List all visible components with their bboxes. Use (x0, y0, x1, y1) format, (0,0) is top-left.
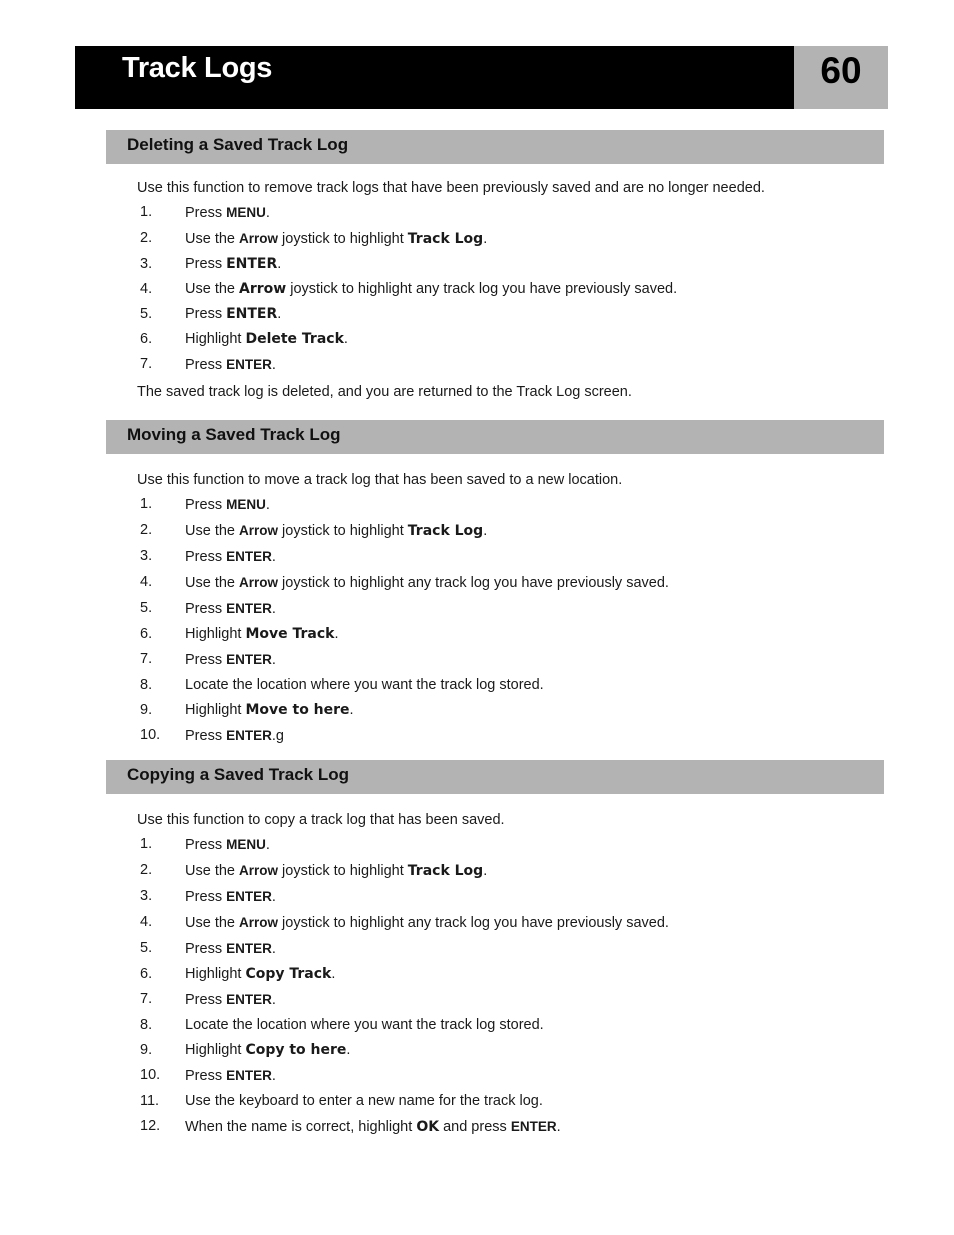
step-item (106, 544, 884, 570)
step-item (106, 1013, 884, 1038)
step-text-part: Press (185, 601, 227, 617)
step-number: 8. (140, 677, 153, 693)
key-label: Arrow (239, 523, 279, 538)
step-number: 1. (140, 496, 153, 512)
step-text-part: . (334, 626, 339, 642)
step-text (185, 544, 276, 570)
step-item (106, 987, 884, 1013)
step-item (106, 622, 884, 647)
step-text-part: . (271, 549, 276, 565)
step-text-part: joystick to highlight (278, 231, 408, 247)
step-item (106, 936, 884, 962)
menu-item-label: Copy Track (245, 966, 332, 982)
step-item (106, 252, 884, 277)
step-text-part: Press (185, 357, 227, 373)
step-item (106, 492, 884, 518)
step-number: 5. (140, 306, 153, 322)
step-text-part: Use the (185, 281, 239, 297)
step-text-part: . (271, 357, 276, 373)
section-deleting (106, 130, 884, 404)
step-number: 4. (140, 574, 153, 590)
step-text-part: Press (185, 256, 227, 272)
step-text (185, 962, 335, 987)
step-text-part: Use the keyboard to enter a new name for the track log. (185, 1093, 543, 1109)
step-number: 11. (140, 1093, 160, 1109)
page-title: Track Logs (75, 46, 794, 109)
step-item (106, 327, 884, 352)
step-item (106, 910, 884, 936)
step-text-part: . (271, 941, 276, 957)
step-text (185, 884, 276, 910)
steps-list (106, 492, 884, 749)
steps-list (106, 200, 884, 378)
menu-item-label: Arrow (239, 281, 287, 297)
step-text (185, 647, 276, 673)
step-text-part: Highlight (185, 702, 246, 718)
step-item (106, 596, 884, 622)
step-item (106, 277, 884, 302)
key-label: ENTER (226, 889, 272, 904)
menu-item-label: Track Log (407, 523, 484, 539)
step-item (106, 1038, 884, 1063)
step-text-part: Locate the location where you want the track log stored. (185, 677, 544, 693)
step-text (185, 352, 276, 378)
step-number: 1. (140, 204, 153, 220)
step-text (185, 1114, 561, 1140)
step-number: 3. (140, 888, 153, 904)
step-number: 6. (140, 626, 153, 642)
step-text-part: . (346, 1042, 351, 1058)
step-text-part: . (483, 863, 488, 879)
step-text-part: joystick to highlight (278, 863, 408, 879)
key-label: ENTER (226, 357, 272, 372)
step-item (106, 723, 884, 749)
step-text (185, 1089, 543, 1114)
step-item (106, 226, 884, 252)
step-text (185, 200, 270, 226)
step-text-part: . (265, 497, 270, 513)
step-number: 3. (140, 548, 153, 564)
step-text (185, 492, 270, 518)
step-number: 5. (140, 940, 153, 956)
section-heading: Deleting a Saved Track Log (106, 130, 884, 164)
step-text (185, 1063, 276, 1089)
key-label: ENTER (226, 652, 272, 667)
menu-item-label: Delete Track (245, 331, 344, 347)
step-text-part: Locate the location where you want the track log stored. (185, 1017, 544, 1033)
step-text-part: Use the (185, 863, 239, 879)
key-label: ENTER (510, 1119, 557, 1134)
step-text (185, 622, 339, 647)
step-text (185, 723, 284, 749)
menu-item-label: Copy to here (245, 1042, 347, 1058)
step-text (185, 252, 281, 277)
step-item (106, 1063, 884, 1089)
step-text-part: Press (185, 549, 227, 565)
step-text-part: Press (185, 941, 227, 957)
step-text-part: Highlight (185, 331, 246, 347)
step-text (185, 910, 669, 936)
step-item (106, 884, 884, 910)
step-item (106, 647, 884, 673)
step-item (106, 518, 884, 544)
step-number: 2. (140, 522, 153, 538)
step-text-part: . (277, 256, 282, 272)
step-number: 3. (140, 256, 153, 272)
step-item (106, 832, 884, 858)
step-text-part: and press (439, 1119, 511, 1135)
menu-item-label: Move Track (245, 626, 335, 642)
step-item (106, 698, 884, 723)
step-text-part: . (483, 523, 488, 539)
key-label: Arrow (239, 231, 279, 246)
step-text-part: Press (185, 652, 227, 668)
section-heading: Copying a Saved Track Log (106, 760, 884, 794)
step-text (185, 596, 276, 622)
step-text-part: joystick to highlight any track log you have previously saved. (278, 575, 669, 591)
step-text-part: Use the (185, 915, 239, 931)
section-intro: Use this function to remove track logs that have been previously saved and are no longer needed. (137, 180, 765, 196)
section-heading: Moving a Saved Track Log (106, 420, 884, 454)
step-number: 8. (140, 1017, 153, 1033)
step-number: 2. (140, 230, 153, 246)
step-text (185, 858, 487, 884)
menu-item-label: Track Log (407, 231, 484, 247)
step-text-part: Highlight (185, 966, 246, 982)
steps-list (106, 832, 884, 1140)
step-text (185, 302, 281, 327)
step-text-part: joystick to highlight (278, 523, 408, 539)
step-number: 9. (140, 702, 153, 718)
step-text (185, 518, 487, 544)
step-item (106, 962, 884, 987)
step-text-part: Use the (185, 523, 239, 539)
step-number: 2. (140, 862, 153, 878)
step-text-part: . (277, 306, 282, 322)
step-item (106, 1089, 884, 1114)
step-item (106, 200, 884, 226)
step-text (185, 327, 348, 352)
step-text-part: Highlight (185, 1042, 246, 1058)
step-text-part: .g (271, 728, 284, 744)
key-label: ENTER (226, 1068, 272, 1083)
step-text-part: . (271, 889, 276, 905)
step-number: 5. (140, 600, 153, 616)
step-number: 7. (140, 991, 153, 1007)
section-moving (106, 420, 884, 749)
key-label: ENTER (226, 728, 272, 743)
step-item (106, 352, 884, 378)
key-label: MENU (226, 205, 266, 220)
step-text-part: Press (185, 728, 227, 744)
menu-item-label: Move to here (245, 702, 350, 718)
menu-item-label: Track Log (407, 863, 484, 879)
step-text-part: . (556, 1119, 561, 1135)
section-outro: The saved track log is deleted, and you are returned to the Track Log screen. (137, 384, 632, 400)
menu-item-label: OK (416, 1119, 440, 1135)
step-text (185, 1038, 350, 1063)
step-text-part: . (331, 966, 336, 982)
step-text-part: joystick to highlight any track log you have previously saved. (278, 915, 669, 931)
step-text-part: . (343, 331, 348, 347)
step-text (185, 698, 354, 723)
step-text (185, 277, 677, 302)
step-item (106, 673, 884, 698)
section-intro: Use this function to move a track log that has been saved to a new location. (137, 472, 623, 488)
step-number: 10. (140, 1067, 161, 1083)
step-text-part: . (265, 205, 270, 221)
step-number: 7. (140, 651, 153, 667)
step-text (185, 673, 544, 698)
step-text-part: joystick to highlight any track log you have previously saved. (286, 281, 678, 297)
key-label: MENU (226, 837, 266, 852)
step-number: 1. (140, 836, 153, 852)
step-item (106, 1114, 884, 1140)
key-label: ENTER (226, 992, 272, 1007)
key-label: ENTER (226, 549, 272, 564)
step-text-part: When the name is correct, highlight (185, 1119, 417, 1135)
step-text-part: Press (185, 837, 227, 853)
step-number: 4. (140, 914, 153, 930)
section-copying (106, 760, 884, 1140)
step-text-part: Press (185, 889, 227, 905)
step-item (106, 858, 884, 884)
step-number: 9. (140, 1042, 153, 1058)
step-number: 12. (140, 1118, 161, 1134)
step-text-part: Press (185, 497, 227, 513)
key-label: Arrow (239, 575, 279, 590)
page-header (75, 46, 888, 109)
step-text-part: . (483, 231, 488, 247)
step-text-part: Highlight (185, 626, 246, 642)
key-label: Arrow (239, 915, 279, 930)
step-text-part: . (349, 702, 354, 718)
step-item (106, 570, 884, 596)
step-text-part: Use the (185, 231, 239, 247)
key-label: Arrow (239, 863, 279, 878)
step-text (185, 226, 487, 252)
step-text-part: Press (185, 992, 227, 1008)
key-label: MENU (226, 497, 266, 512)
step-text (185, 570, 669, 596)
step-number: 6. (140, 331, 153, 347)
step-text (185, 936, 276, 962)
step-number: 4. (140, 281, 153, 297)
step-text-part: Press (185, 1068, 227, 1084)
step-text-part: Use the (185, 575, 239, 591)
step-number: 7. (140, 356, 153, 372)
step-text-part: . (271, 1068, 276, 1084)
key-label: ENTER (226, 941, 272, 956)
step-text (185, 1013, 544, 1038)
step-number: 6. (140, 966, 153, 982)
step-text-part: Press (185, 205, 227, 221)
page-number: 60 (794, 46, 888, 109)
step-number: 10. (140, 727, 161, 743)
section-intro: Use this function to copy a track log that has been saved. (137, 812, 505, 828)
step-text-part: . (271, 992, 276, 1008)
step-text-part: . (271, 652, 276, 668)
step-text (185, 987, 276, 1013)
menu-item-label: ENTER (226, 256, 278, 272)
key-label: ENTER (226, 601, 272, 616)
step-item (106, 302, 884, 327)
step-text (185, 832, 270, 858)
step-text-part: . (265, 837, 270, 853)
menu-item-label: ENTER (226, 306, 278, 322)
step-text-part: . (271, 601, 276, 617)
step-text-part: Press (185, 306, 227, 322)
